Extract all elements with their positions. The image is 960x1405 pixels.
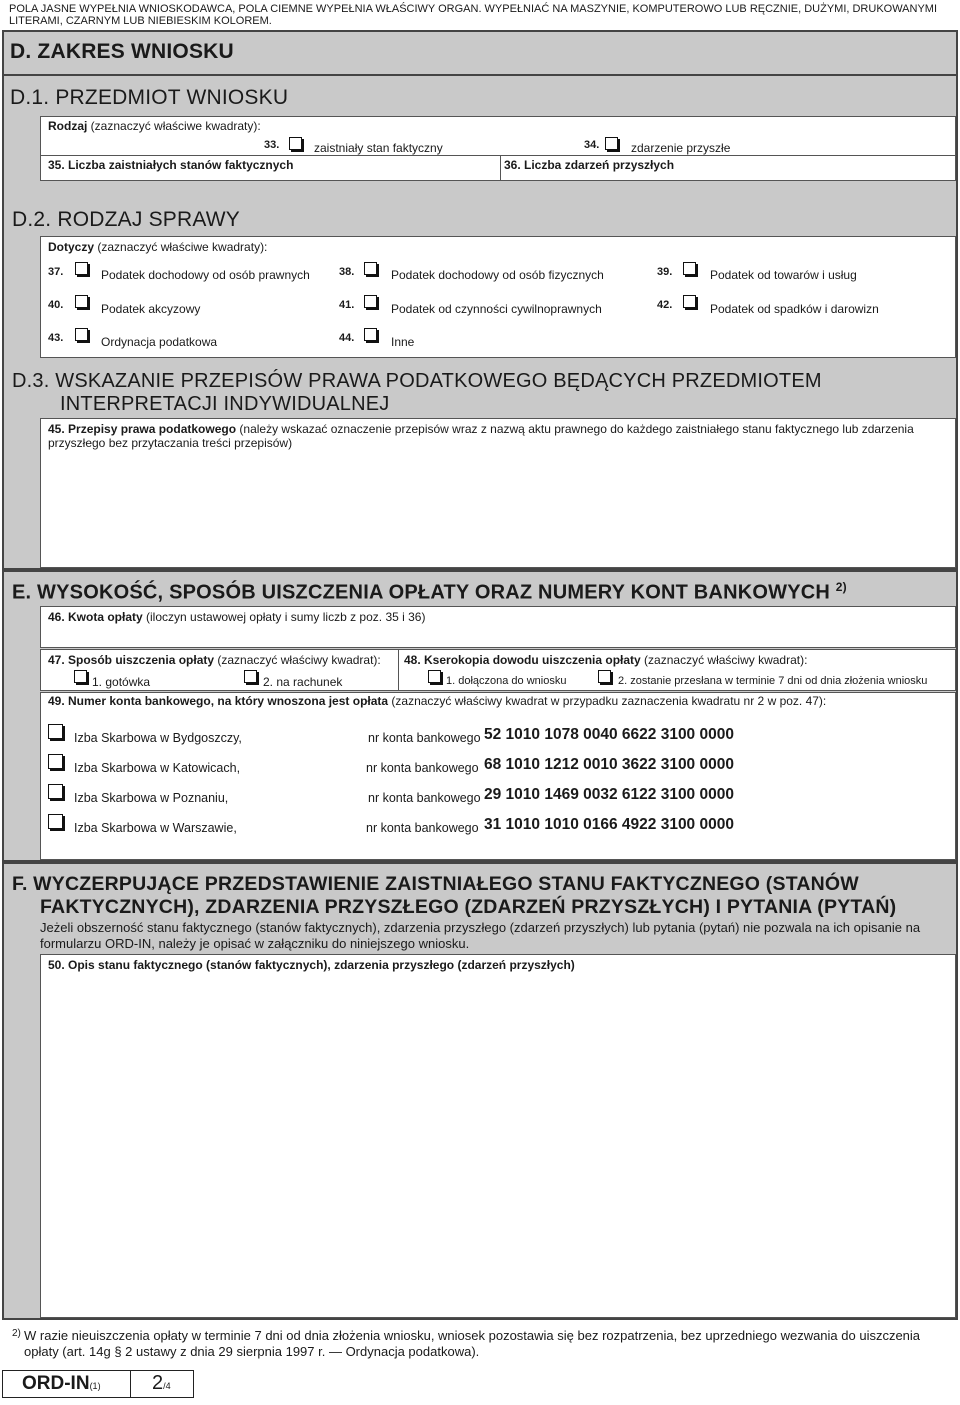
checkbox-47-transfer[interactable] — [244, 670, 257, 683]
section-e-footnote-ref: 2) — [835, 580, 847, 594]
account-office: Izba Skarbowa w Warszawie, — [74, 821, 237, 835]
checkbox-account-poznan[interactable] — [48, 784, 63, 799]
section-f-title — [12, 873, 896, 919]
field-33-label: zaistniały stan faktyczny — [314, 141, 443, 155]
account-office: Izba Skarbowa w Poznaniu, — [74, 791, 229, 805]
field-34-label: zdarzenie przyszłe — [631, 141, 731, 155]
divider — [40, 155, 956, 156]
field-44-label: Inne — [391, 335, 415, 349]
section-f-intro: Jeżeli obszerność stanu faktycznego (stanów faktycznych), zdarzenia przyszłego (zdarzeń przyszłych) lub pytania (pytań) nie pozwala na ich opisanie na formularzu ORD-IN, należy je opisać w załączniku do niniejszego wniosku. — [40, 920, 921, 951]
footnote-mark: 2) — [12, 1328, 21, 1339]
field-42-number: 42. — [657, 299, 673, 311]
account-office: Izba Skarbowa w Bydgoszczy, — [74, 731, 242, 745]
checkbox-47-cash[interactable] — [74, 670, 87, 683]
page-total: /4 — [163, 1381, 171, 1391]
field-43-number: 43. — [48, 332, 64, 344]
footnote-text: W razie nieuiszczenia opłaty w terminie 7 dni od dnia złożenia wniosku, wniosek pozostawia się bez rozpatrzenia, bez uprzedniego wezwania do uiszczenia opłaty (art. 14g § 2 ustawy z dnia 29 sierpnia 1997 r. — Ordynacja podatkowa). — [24, 1328, 921, 1359]
account-number-label: nr konta bankowego — [368, 791, 481, 805]
field-47-option-cash: 1. gotówka — [92, 675, 151, 689]
checkbox-37[interactable] — [75, 262, 88, 275]
checkbox-48-attached[interactable] — [428, 670, 441, 683]
field-44-number: 44. — [339, 332, 355, 344]
dotyczy-label: Dotyczy (zaznaczyć właściwe kwadraty): — [48, 240, 268, 254]
field-41-label: Podatek od czynności cywilnoprawnych — [391, 302, 602, 316]
field-36-label: 36. Liczba zdarzeń przyszłych — [504, 158, 675, 172]
account-number: 68 1010 1212 0010 3622 3100 0000 — [484, 756, 734, 773]
account-number: 52 1010 1078 0040 6622 3100 0000 — [484, 726, 734, 743]
checkbox-41[interactable] — [364, 295, 377, 308]
field-41-number: 41. — [339, 299, 355, 311]
divider — [500, 155, 501, 181]
form-code-name: ORD-IN(1) — [22, 1373, 101, 1394]
field-38-number: 38. — [339, 266, 355, 278]
field-35-label: 35. Liczba zaistniałych stanów faktycznych — [48, 158, 294, 172]
form-code-version: (1) — [89, 1381, 101, 1391]
field-45-label: 45. Przepisy prawa podatkowego (należy wskazać oznaczenie przepisów wraz z nazwą aktu prawnego do każdego zaistniałego stanu faktycznego lub zdarzenia przyszłego bez przytaczania treści przepisów) — [48, 422, 914, 450]
section-d3-title — [12, 370, 822, 416]
section-f-title-line2: FAKTYCZNYCH), ZDARZENIA PRZYSZŁEGO (ZDARZEŃ PRZYSZŁYCH) I PYTANIA (PYTAŃ) — [40, 896, 897, 918]
section-d1-title: D.1. PRZEDMIOT WNIOSKU — [10, 86, 289, 109]
checkbox-39[interactable] — [683, 262, 696, 275]
section-d-title: D. ZAKRES WNIOSKU — [10, 40, 234, 63]
field-33-number: 33. — [264, 139, 280, 151]
field-46-label: 46. Kwota opłaty (iloczyn ustawowej opłaty i sumy liczb z poz. 35 i 36) — [48, 610, 426, 624]
divider — [4, 74, 956, 76]
field-39-label: Podatek od towarów i usług — [710, 268, 857, 282]
top-instruction-note: POLA JASNE WYPEŁNIA WNIOSKODAWCA, POLA CIEMNE WYPEŁNIA WŁAŚCIWY ORGAN. WYPEŁNIAĆ NA MASZYNIE, KOMPUTEROWO LUB RĘCZNIE, DUŻYMI, DRUKOWANYMI LITERAMI, CZARNYM LUB NIEBIESKIM KOLOREM. — [9, 3, 938, 27]
checkbox-44[interactable] — [364, 328, 377, 341]
divider — [130, 1370, 131, 1398]
section-d3-title-line2: INTERPRETACJI INDYWIDUALNEJ — [60, 393, 390, 415]
field-40-label: Podatek akcyzowy — [101, 302, 201, 316]
field-50-label: 50. Opis stanu faktycznego (stanów faktycznych), zdarzenia przyszłego (zdarzeń przyszłych) — [48, 958, 575, 972]
account-number: 29 1010 1469 0032 6122 3100 0000 — [484, 786, 734, 803]
field-48-option-later: 2. zostanie przesłana w terminie 7 dni od dnia złożenia wniosku — [618, 675, 928, 687]
field-35-input[interactable] — [42, 172, 498, 180]
rodzaj-label: Rodzaj (zaznaczyć właściwe kwadraty): — [48, 119, 261, 133]
checkbox-43[interactable] — [75, 328, 88, 341]
checkbox-account-bydgoszcz[interactable] — [48, 724, 63, 739]
field-48-option-attached: 1. dołączona do wniosku — [446, 675, 567, 687]
field-47-option-transfer: 2. na rachunek — [263, 675, 343, 689]
account-office: Izba Skarbowa w Katowicach, — [74, 761, 241, 775]
checkbox-account-katowice[interactable] — [48, 754, 63, 769]
checkbox-48-later[interactable] — [598, 670, 611, 683]
section-f-title-line1: F. WYCZERPUJĄCE PRZEDSTAWIENIE ZAISTNIAŁEGO STANU FAKTYCZNEGO (STANÓW — [12, 873, 859, 895]
field-40-number: 40. — [48, 299, 64, 311]
field-36-input[interactable] — [502, 172, 954, 180]
account-number-label: nr konta bankowego — [368, 731, 481, 745]
account-number-label: nr konta bankowego — [366, 821, 479, 835]
checkbox-42[interactable] — [683, 295, 696, 308]
field-39-number: 39. — [657, 266, 673, 278]
section-d2-title: D.2. RODZAJ SPRAWY — [12, 208, 241, 231]
checkbox-33[interactable] — [289, 137, 302, 150]
field-49-label: 49. Numer konta bankowego, na który wnoszona jest opłata (zaznaczyć właściwy kwadrat w przypadku zaznaczenia kwadratu nr 2 w poz. 47): — [48, 694, 827, 708]
field-34-number: 34. — [584, 139, 600, 151]
account-number-label: nr konta bankowego — [366, 761, 479, 775]
field-43-label: Ordynacja podatkowa — [101, 335, 218, 349]
checkbox-40[interactable] — [75, 295, 88, 308]
checkbox-38[interactable] — [364, 262, 377, 275]
divider — [398, 649, 399, 691]
section-e-title: E. WYSOKOŚĆ, SPOSÓB UISZCZENIA OPŁATY ORAZ NUMERY KONT BANKOWYCH $^{2)}$ — [12, 580, 847, 604]
field-47-label: 47. Sposób uiszczenia opłaty (zaznaczyć właściwy kwadrat): — [48, 653, 381, 667]
page-number: 2/4 — [152, 1372, 171, 1394]
field-42-label: Podatek od spadków i darowizn — [710, 302, 879, 316]
checkbox-account-warszawa[interactable] — [48, 814, 63, 829]
checkbox-34[interactable] — [605, 137, 618, 150]
field-48-label: 48. Kserokopia dowodu uiszczenia opłaty (zaznaczyć właściwy kwadrat): — [404, 653, 808, 667]
field-37-number: 37. — [48, 266, 64, 278]
account-number: 31 1010 1010 0166 4922 3100 0000 — [484, 816, 734, 833]
field-38-label: Podatek dochodowy od osób fizycznych — [391, 268, 604, 282]
field-37-label: Podatek dochodowy od osób prawnych — [101, 268, 310, 282]
section-d3-title-line1: D.3. WSKAZANIE PRZEPISÓW PRAWA PODATKOWEGO BĘDĄCYCH PRZEDMIOTEM — [12, 370, 822, 392]
field-50-box[interactable] — [40, 954, 956, 1318]
